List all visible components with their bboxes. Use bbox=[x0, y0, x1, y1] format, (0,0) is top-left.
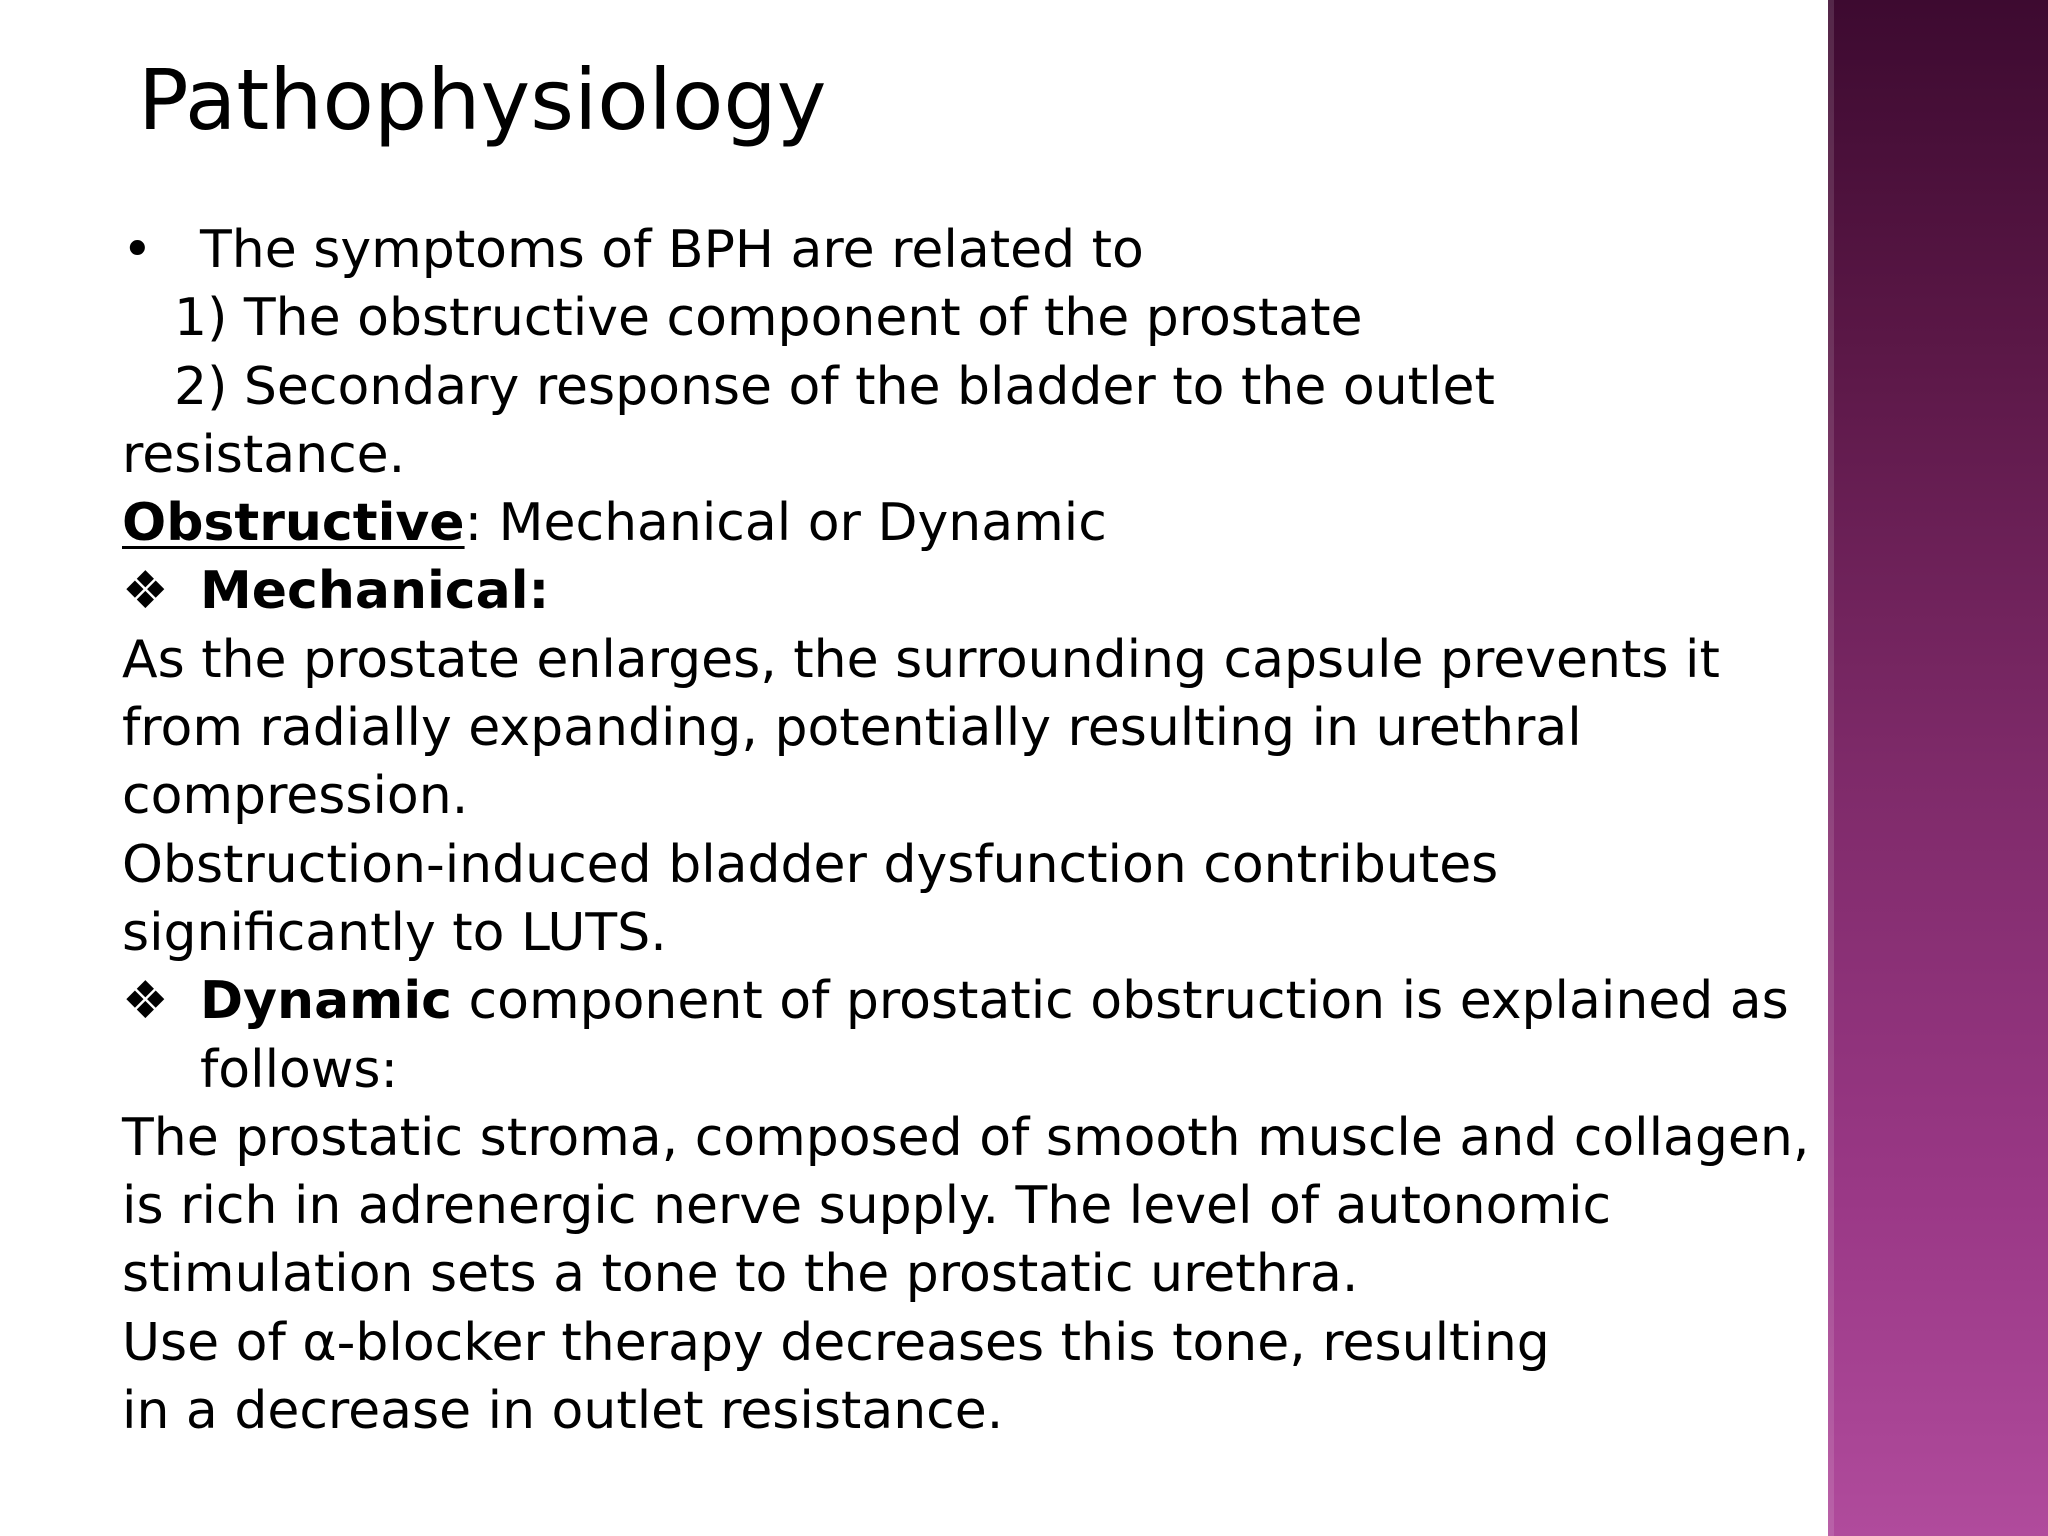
mechanical-heading: Mechanical: bbox=[200, 561, 550, 622]
mechanical-line: compression. bbox=[122, 766, 469, 827]
intro-bullet bbox=[122, 216, 1822, 284]
accent-side-bar bbox=[1828, 0, 2048, 1536]
dynamic-line: Use of α-blocker therapy decreases this tone, resulting bbox=[122, 1312, 1550, 1373]
mechanical-heading-line bbox=[122, 557, 1822, 625]
obstructive-label: Obstructive bbox=[122, 493, 465, 554]
dynamic-line: The prostatic stroma, composed of smooth muscle and collagen, bbox=[122, 1107, 1810, 1168]
slide-title: Pathophysiology bbox=[138, 51, 827, 149]
dynamic-line: in a decrease in outlet resistance. bbox=[122, 1381, 1004, 1442]
mechanical-line: from radially expanding, potentially resulting in urethral bbox=[122, 698, 1582, 759]
obstructive-line bbox=[122, 489, 1822, 557]
intro-text: The symptoms of BPH are related to bbox=[200, 220, 1144, 280]
list-item-2: 2) Secondary response of the bladder to the outlet bbox=[174, 356, 1495, 417]
bullet-dot-icon: • bbox=[122, 220, 153, 280]
dynamic-heading-line bbox=[122, 967, 1822, 1035]
list-item-1: 1) The obstructive component of the prostate bbox=[174, 288, 1363, 349]
obstructive-rest: : Mechanical or Dynamic bbox=[464, 493, 1107, 554]
mechanical-line: As the prostate enlarges, the surrounding capsule prevents it bbox=[122, 629, 1720, 690]
dynamic-line: stimulation sets a tone to the prostatic urethra. bbox=[122, 1244, 1359, 1305]
diamond-bullet-icon: ❖ bbox=[122, 561, 169, 622]
dynamic-heading-continuation: follows: bbox=[200, 1039, 398, 1100]
mechanical-line: Obstruction-induced bladder dysfunction contributes bbox=[122, 834, 1499, 895]
slide-body bbox=[122, 216, 1822, 1445]
mechanical-line: significantly to LUTS. bbox=[122, 902, 667, 963]
dynamic-rest: component of prostatic obstruction is explained as bbox=[452, 971, 1789, 1032]
list-item-2-continuation: resistance. bbox=[122, 424, 406, 485]
dynamic-line: is rich in adrenergic nerve supply. The level of autonomic bbox=[122, 1176, 1612, 1237]
diamond-bullet-icon: ❖ bbox=[122, 971, 169, 1032]
dynamic-label: Dynamic bbox=[200, 971, 453, 1032]
